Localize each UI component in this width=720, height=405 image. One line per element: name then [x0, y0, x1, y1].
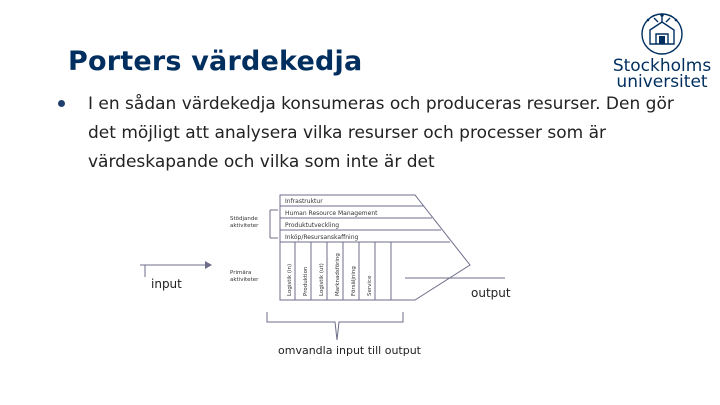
support-row-hrm: Human Resource Management — [285, 210, 378, 217]
slide-title: Porters värdekedja — [68, 46, 363, 77]
output-arrow — [405, 268, 515, 288]
primary-col-6: Service — [367, 275, 373, 296]
primary-col-2: Produktion — [303, 266, 309, 296]
transform-bracket — [265, 310, 410, 345]
output-label: output — [471, 286, 511, 300]
support-activities-label-2: aktiviteter — [230, 223, 259, 229]
primary-activities-label-1: Primära — [230, 270, 252, 276]
primary-col-5: Försäljning — [351, 266, 357, 296]
input-label: input — [151, 277, 182, 291]
bullet-dot — [58, 100, 65, 107]
value-chain-diagram — [225, 190, 475, 310]
primary-col-1: Logistik (in) — [287, 263, 293, 296]
primary-col-3: Logistik (ut) — [319, 263, 325, 296]
transform-label: omvandla input till output — [278, 344, 421, 357]
university-crest-icon — [612, 10, 712, 58]
logo-line-1: Stockholms — [612, 56, 712, 76]
support-activities-label-1: Stödjande — [230, 216, 258, 222]
stockholm-university-logo — [612, 10, 712, 90]
logo-line-2: universitet — [616, 72, 708, 92]
support-row-infrastructure: Infrastruktur — [285, 198, 323, 205]
primary-activities-label-2: aktiviteter — [230, 277, 259, 283]
support-row-procurement: Inköp/Resursanskaffning — [285, 234, 359, 241]
support-row-product-dev: Produktutveckling — [285, 222, 340, 229]
bullet-text: I en sådan värdekedja konsumeras och produceras resurser. Den gör det möjligt att analysera vilka resurser och processer som är värdeskapande och vilka som inte är det — [88, 94, 674, 172]
primary-col-4: Marknadsföring — [335, 253, 341, 296]
